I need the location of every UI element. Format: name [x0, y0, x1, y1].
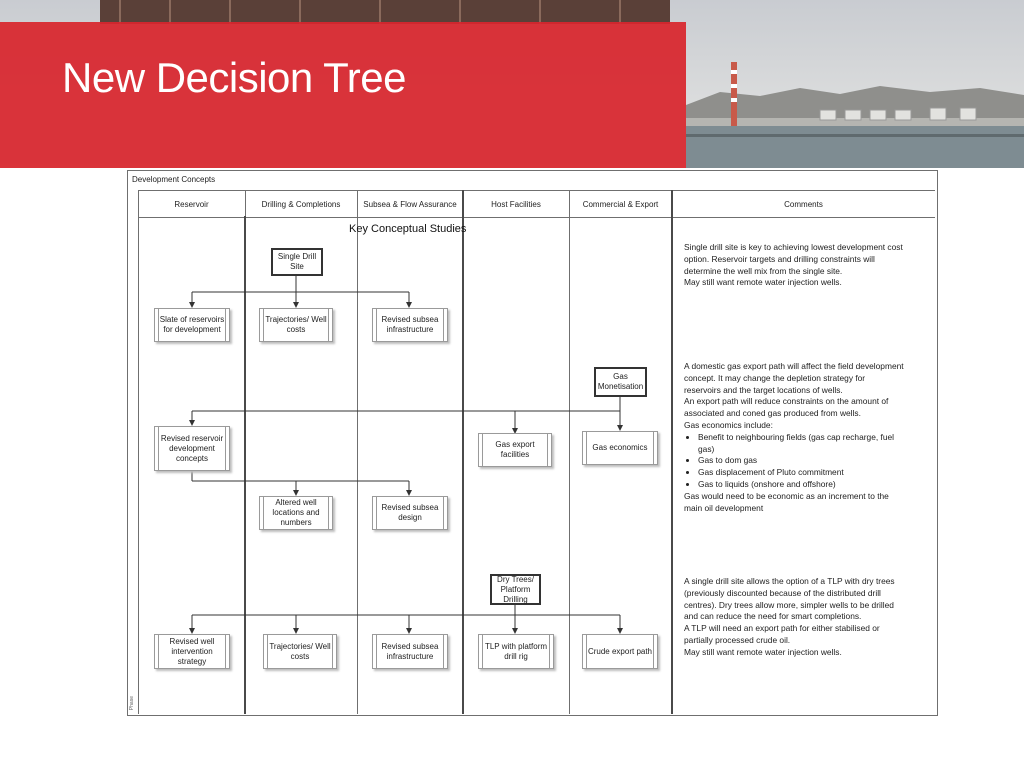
lane-header-commercial: Commercial & Export [582, 199, 659, 209]
lane-header-row [138, 190, 935, 218]
comment-text: A single drill site allows the option of a TLP with dry trees (previously discounted because of the distributed drill centres). Dry trees allow more, simpler wells to be drilled and can reduce the need for smart completions. [684, 576, 895, 622]
task-tlp-platform-drill-rig[interactable]: TLP with platform drill rig [478, 634, 554, 669]
comment-text: A TLP will need an export path for either stabilised or partially processed crude oil. [684, 623, 880, 645]
comment-text: A domestic gas export path will affect the field development concept. It may change the depletion strategy for reservoirs and the target locations of wells. [684, 361, 904, 395]
task-revised-subsea-design[interactable]: Revised subsea design [372, 496, 448, 530]
task-altered-well-locations[interactable]: Altered well locations and numbers [259, 496, 333, 530]
lane-header-host: Host Facilities [491, 199, 541, 209]
pool-label: Development Concepts [132, 175, 216, 184]
list-item: • Gas to dom gas [698, 455, 904, 467]
gas-economics-list [684, 432, 904, 491]
comment-text: Gas economics include: [684, 419, 773, 430]
comment-text: May still want remote water injection wells. [684, 277, 842, 288]
phase-strip-divider [138, 190, 139, 714]
phase-strip-label: Phase [129, 696, 135, 711]
lane-header-drilling: Drilling & Completions [261, 199, 341, 209]
lane-header-reservoir: Reservoir [174, 199, 209, 209]
lane-header-comments: Comments [784, 199, 823, 209]
task-revised-subsea-infrastructure-2[interactable]: Revised subsea infrastructure [372, 634, 448, 669]
lane-divider [671, 190, 673, 714]
decision-gas-monetisation[interactable]: Gas Monetisation [594, 367, 647, 397]
lane-header-subsea: Subsea & Flow Assurance [363, 199, 457, 209]
decision-single-drill-site[interactable]: Single Drill Site [271, 248, 323, 276]
comment-text: An export path will reduce constraints on the amount of associated and coned gas produced from wells. [684, 396, 889, 419]
task-slate-of-reservoirs[interactable]: Slate of reservoirs for development [154, 308, 230, 342]
slide-title: New Decision Tree [62, 54, 406, 101]
comment-text: Single drill site is key to achieving lowest development cost option. Reservoir targets and drilling constraints will determine the well mix from the single site. [684, 242, 903, 276]
lane-divider [569, 190, 570, 714]
task-gas-economics[interactable]: Gas economics [582, 431, 658, 465]
task-revised-well-intervention[interactable]: Revised well intervention strategy [154, 634, 230, 669]
lane-divider [357, 190, 358, 714]
lane-divider [462, 190, 464, 714]
comment-block-2 [684, 361, 904, 514]
task-crude-export-path[interactable]: Crude export path [582, 634, 658, 669]
task-trajectories-well-costs[interactable]: Trajectories/ Well costs [259, 308, 333, 342]
list-item: • Gas to liquids (onshore and offshore) [698, 479, 904, 491]
comment-text: Gas would need to be economic as an increment to the main oil development [684, 490, 889, 513]
section-title: Key Conceptual Studies [349, 223, 467, 235]
decision-tree-diagram [127, 170, 938, 716]
task-gas-export-facilities[interactable]: Gas export facilities [478, 433, 552, 467]
task-trajectories-well-costs-2[interactable]: Trajectories/ Well costs [263, 634, 337, 669]
comment-block-1 [684, 242, 904, 289]
comment-block-3 [684, 576, 904, 659]
lane-divider [245, 190, 246, 216]
header-banner [0, 0, 1024, 168]
task-revised-subsea-infrastructure[interactable]: Revised subsea infrastructure [372, 308, 448, 342]
list-item: • Benefit to neighbouring fields (gas cap recharge, fuel gas) [698, 432, 904, 456]
task-revised-reservoir-concepts[interactable]: Revised reservoir development concepts [154, 426, 230, 471]
list-item: • Gas displacement of Pluto commitment [698, 467, 904, 479]
comment-text: May still want remote water injection wells. [684, 646, 842, 657]
lane-divider [244, 216, 246, 714]
decision-dry-trees[interactable]: Dry Trees/ Platform Drilling [490, 574, 541, 605]
